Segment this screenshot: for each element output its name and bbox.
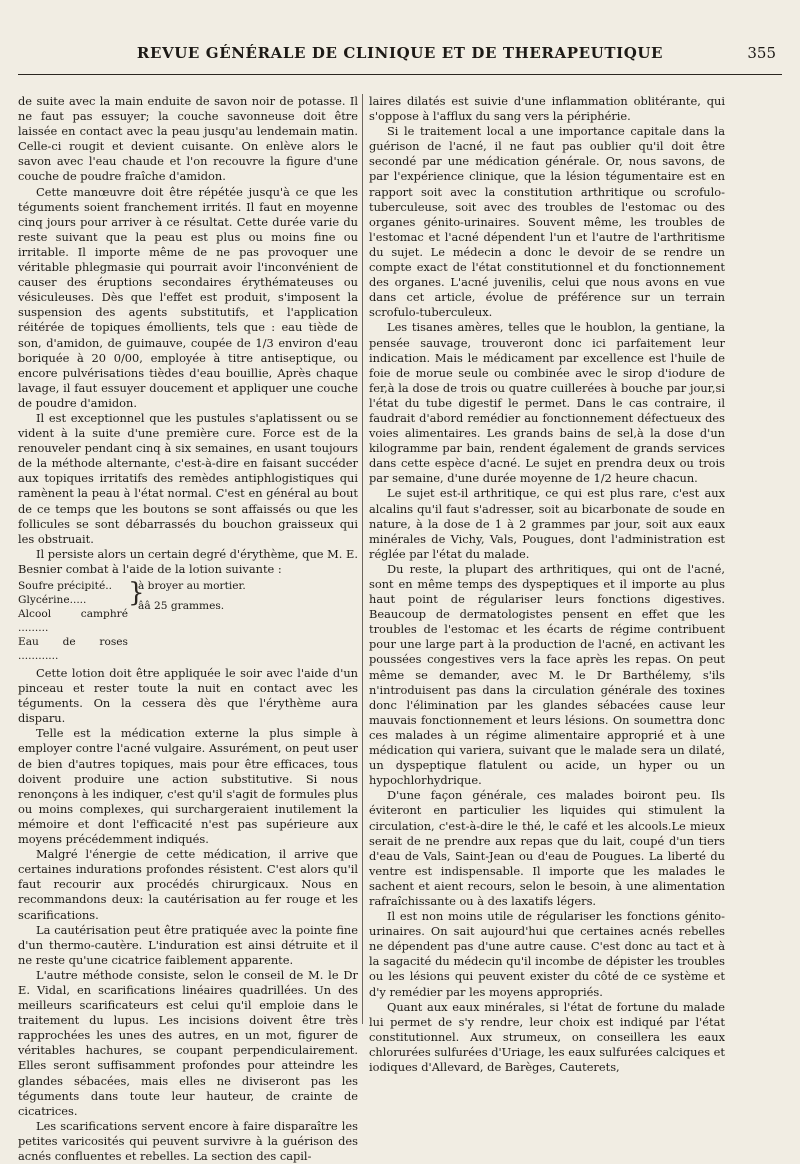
paragraph: laires dilatés est suivie d'une inflammation oblitérante, qui s'oppose à l'afflux du sang vers la périphérie. [369,94,725,124]
paragraph: Malgré l'énergie de cette médication, il arrive que certaines indurations profondes résistent. C'est alors qu'il faut recourir aux procédés chirurgicaux. Nous en recommandons deux: la cautérisation au fer rouge et les scarifications. [18,847,358,922]
column-divider [362,94,363,1024]
paragraph: La cautérisation peut être pratiquée avec la pointe fine d'un thermo-cautère. L'induration est ainsi détruite et il ne reste qu'une cicatrice faiblement apparente. [18,922,358,967]
header-rule [18,74,782,75]
formula-quantity: ââ 25 grammes. [138,600,225,612]
formula-item: Alcool camphré ......... [18,608,128,634]
paragraph: Il persiste alors un certain degré d'érythème, que M. E. Besnier combat à l'aide de la lotion suivante : [18,546,358,576]
journal-title: REVUE GÉNÉRALE DE CLINIQUE ET DE THERAPEUTIQUE [136,44,664,62]
paragraph: Le sujet est-il arthritique, ce qui est plus rare, c'est aux alcalins qu'il faut s'adresser, soit au bicarbonate de soude en nature, à la dose de 1 à 2 grammes par jour, soit aux eaux minérales de Vichy, Vals, Pougues, dont l'administration est réglée par l'état du malade. [369,486,725,561]
formula-item: Glycérine..... [18,594,87,606]
brace-icon: } [128,578,145,608]
paragraph: Il est non moins utile de régulariser les fonctions génito-urinaires. On sait aujourd'hui que certaines acnés rebelles ne dépendent pas d'une autre cause. C'est donc au tact et à la sagacité du médecin qu'il incombe de dépister les troubles ou les lésions qui peuvent exister du côté de ce système et d'y remédier par les moyens appropriés. [369,909,725,999]
formula-item: Soufre précipité.. [18,580,112,592]
lotion-formula [18,579,358,663]
paragraph: D'une façon générale, ces malades boiront peu. Ils éviteront en particulier les liquides qui stimulent la circulation, c'est-à-dire le thé, le café et les alcools.Le mieux serait de ne prendre aux repas que du lait, coupé d'un tiers d'eau de Vals, Saint-Jean ou d'eau de Pougues. La liberté du ventre est indispensable. Il importe que les malades le sachent et aient recours, selon le besoin, à une alimentation rafraîchissante ou à des laxatifs légers. [369,788,725,908]
paragraph: Cette manœuvre doit être répétée jusqu'à ce que les téguments soient franchement irrités. Il faut en moyenne cinq jours pour arriver à ce résultat. Cette durée varie du reste suivant que la peau est plus ou moins fine ou irritable. Il importe même de ne pas provoquer une véritable phlegmasie qui pourrait avoir l'inconvénient de causer des éruptions secondaires érythémateuses ou vésiculeuses. Dès que l'effet est produit, s'imposent la suspension des agents substitutifs, et l'application réitérée de topiques émollients, tels que : eau tiède de son, d'amidon, de guimauve, coupée de 1/3 environ d'eau boriquée à 20 0/00, employée à titre antiseptique, ou encore pulvérisations tièdes d'eau bouillie, Après chaque lavage, il faut essuyer doucement et appliquer une couche de poudre d'amidon. [18,184,358,410]
paragraph: Du reste, la plupart des arthritiques, qui ont de l'acné, sont en même temps des dyspeptiques et il importe au plus haut point de régulariser leurs fonctions digestives. Beaucoup de dermatologistes pensent en effet que les troubles de l'estomac et les écarts de régime contribuent pour une large part à la production de l'acné, en activant les poussées congestives vers la face après les repas. On peut même se demander, avec M. le Dr Barthélemy, s'ils n'introduisent pas dans la circulation générale des toxines donc l'élimination par les glandes sébacées cause leur mauvais fonctionnement et leurs lésions. On soumettra donc ces malades à un régime alimentaire approprié et à une médication qui variera, suivant que le malade sera un dilaté, un dyspeptique flatulent ou acide, un hyper ou un hypochlorhydrique. [369,561,725,788]
running-header [18,44,782,70]
formula-item: Eau de roses ............ [18,636,128,662]
left-column [18,94,358,1164]
paragraph: Les tisanes amères, telles que le houblon, la gentiane, la pensée sauvage, trouveront donc ici parfaitement leur indication. Mais le médicament par excellence est l'huile de foie de morue seule ou combinée avec le sirop d'iodure de fer,à la dose de trois ou quatre cuillerées à bouche par jour,si l'état du tube digestif le permet. Dans le cas contraire, il faudrait d'abord remédier au fonctionnement défectueux des voies alimentaires. Les grands bains de sel,à la dose d'un kilogramme par bain, rendent également de grands services dans cette espèce d'acné. Le sujet en prendra deux ou trois par semaine, d'une durée moyenne de 1/2 heure chacun. [369,320,725,486]
paragraph: de suite avec la main enduite de savon noir de potasse. Il ne faut pas essuyer; la couche savonneuse doit être laissée en contact avec la peau jusqu'au lendemain matin. Celle-ci rougit et devient cuisante. On enlève alors le savon avec l'eau chaude et l'on recouvre la figure d'une couche de poudre fraîche d'amidon. [18,94,358,184]
paragraph: Si le traitement local a une importance capitale dans la guérison de l'acné, il ne faut pas oublier qu'il doit être secondé par une médication générale. Or, nous savons, de par l'expérience clinique, que la lésion tégumentaire est en rapport soit avec la constitution arthritique ou scrofulo-tuberculeuse, soit avec des troubles de l'estomac ou des organes génito-urinaires. Souvent même, les troubles de l'estomac et l'acné dépendent l'un et l'autre de l'arthritisme du sujet. Le médecin a donc le devoir de se rendre un compte exact de l'état constitutionnel et du fonctionnement des organes. L'acné juvenilis, celui que nous avons en vue dans cet article, évolue de préférence sur un terrain scrofulo-tuberculeux. [369,124,725,320]
paragraph: Les scarifications servent encore à faire disparaître les petites varicosités qui peuvent survivre à la guérison des acnés confluentes et rebelles. La section des capil- [18,1118,358,1163]
paragraph: Telle est la médication externe la plus simple à employer contre l'acné vulgaire. Assurément, on peut user de bien d'autres topiques, mais pour être efficaces, tous doivent produire une action substitutive. Si nous renonçons à les indiquer, c'est qu'il s'agit de formules plus ou moins complexes, qui surchargeraient inutilement la mémoire et dont l'efficacité n'est pas supérieure aux moyens précédemment indiqués. [18,726,358,847]
right-column [369,94,725,1075]
paragraph: Quant aux eaux minérales, si l'état de fortune du malade lui permet de s'y rendre, leur choix est indiqué par l'état constitutionnel. Aux strumeux, on conseillera les eaux chlorurées sulfurées d'Uriage, les eaux sulfurées calciques et iodiques d'Allevard, de Barèges, Cauterets, [369,999,725,1074]
paragraph: L'autre méthode consiste, selon le conseil de M. le Dr E. Vidal, en scarifications linéaires quadrillées. Un des meilleurs scarificateurs est celui qu'il emploie dans le traitement du lupus. Les incisions doivent être très rapprochées les unes des autres, en un mot, figurer de véritables hachures, se coupant perpendiculairement. Elles seront suffisamment profondes pour atteindre les glandes sébacées, mais elles ne diviseront pas les téguments dans toute leur hauteur, de crainte de cicatrices. [18,967,358,1118]
page-number: 355 [747,44,776,62]
paragraph: Il est exceptionnel que les pustules s'aplatissent ou se vident à la suite d'une première cure. Force est de la renouveler pendant cinq à six semaines, en usant toujours de la méthode alternante, c'est-à-dire en faisant succéder aux topiques irritatifs des remèdes antiphlogistiques qui ramènent la peau à l'état normal. C'est en général au bout de ce temps que les boutons se sont affaissés ou que les follicules se sont débarrassés du bouchon graisseux qui les obstruait. [18,410,358,546]
formula-note: à broyer au mortier. [138,580,246,592]
paragraph: Cette lotion doit être appliquée le soir avec l'aide d'un pinceau et rester toute la nuit en contact avec les téguments. On la cessera dès que l'érythème aura disparu. [18,666,358,726]
